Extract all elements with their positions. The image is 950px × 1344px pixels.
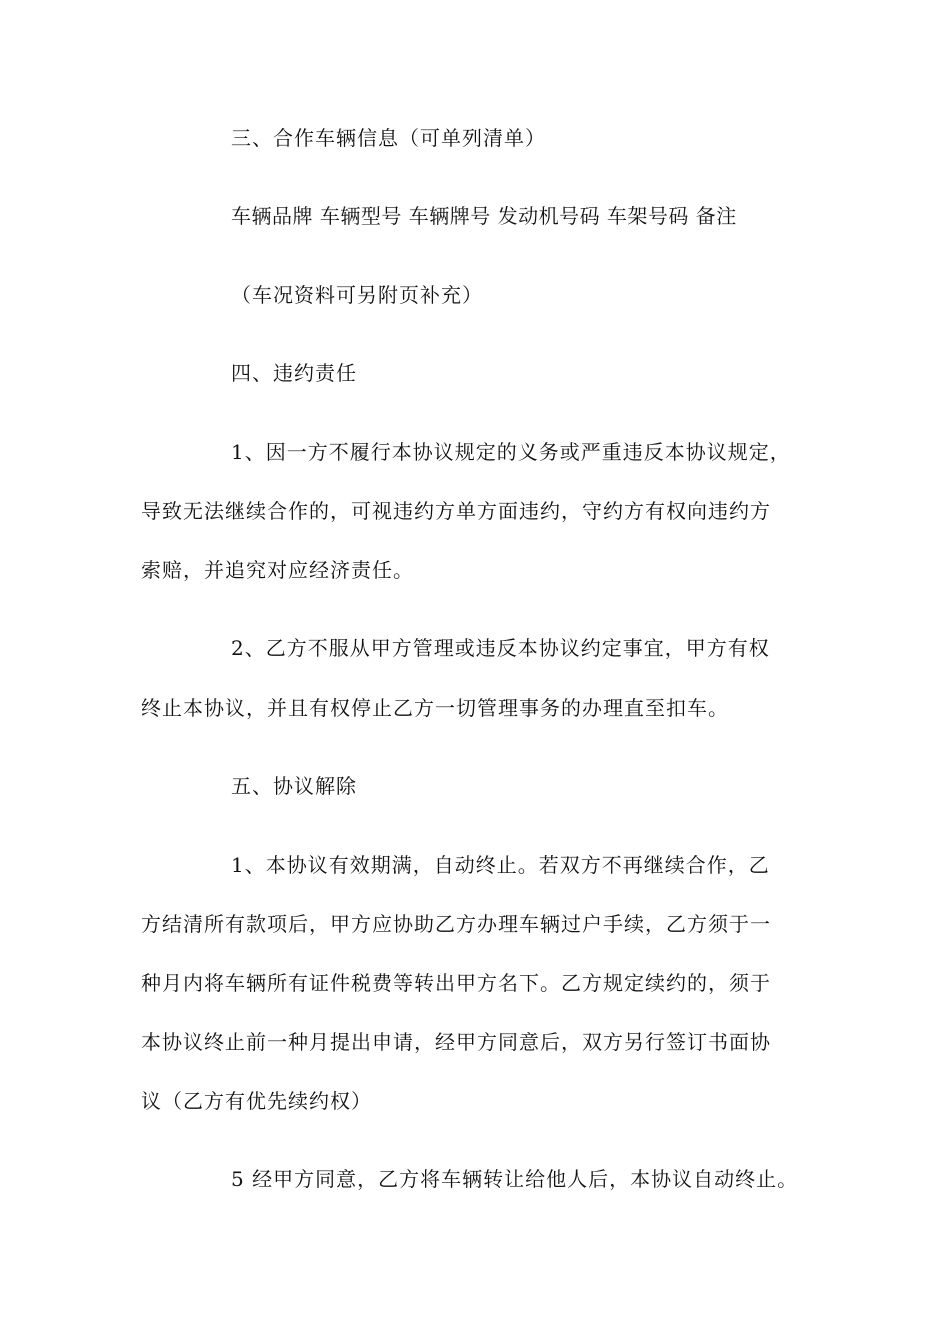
section5-heading: 五、协议解除 [231, 774, 357, 798]
vehicle-columns: 车辆品牌 车辆型号 车辆牌号 发动机号码 车架号码 备注 [231, 204, 737, 228]
s4-p1-line3: 索赔，并追究对应经济责任。 [141, 558, 414, 582]
s5-p1-line2: 方结清所有款项后，甲方应协助乙方办理车辆过户手续，乙方须于一 [141, 912, 771, 936]
s5-p1-line4: 本协议终止前一种月提出申请，经甲方同意后，双方另行签订书面协 [141, 1030, 771, 1054]
s5-p1-line1: 1、本协议有效期满，自动终止。若双方不再继续合作，乙 [231, 853, 770, 877]
s4-p1-line2: 导致无法继续合作的，可视违约方单方面违约，守约方有权向违约方 [141, 499, 771, 523]
section4-heading: 四、违约责任 [231, 361, 357, 385]
section3-heading: 三、合作车辆信息（可单列清单） [231, 126, 546, 150]
s4-p2-line2: 终止本协议，并且有权停止乙方一切管理事务的办理直至扣车。 [141, 696, 729, 720]
s4-p2-line1: 2、乙方不服从甲方管理或违反本协议约定事宜，甲方有权 [231, 636, 770, 660]
vehicle-note: （车况资料可另附页补充） [231, 283, 483, 307]
s5-p1-line5: 议（乙方有优先续约权） [141, 1089, 372, 1113]
s5-p2-line1: 5 经甲方同意，乙方将车辆转让给他人后，本协议自动终止。 [231, 1167, 799, 1191]
s4-p1-line1: 1、因一方不履行本协议规定的义务或严重违反本协议规定， [231, 440, 791, 464]
s5-p1-line3: 种月内将车辆所有证件税费等转出甲方名下。乙方规定续约的，须于 [141, 971, 771, 995]
